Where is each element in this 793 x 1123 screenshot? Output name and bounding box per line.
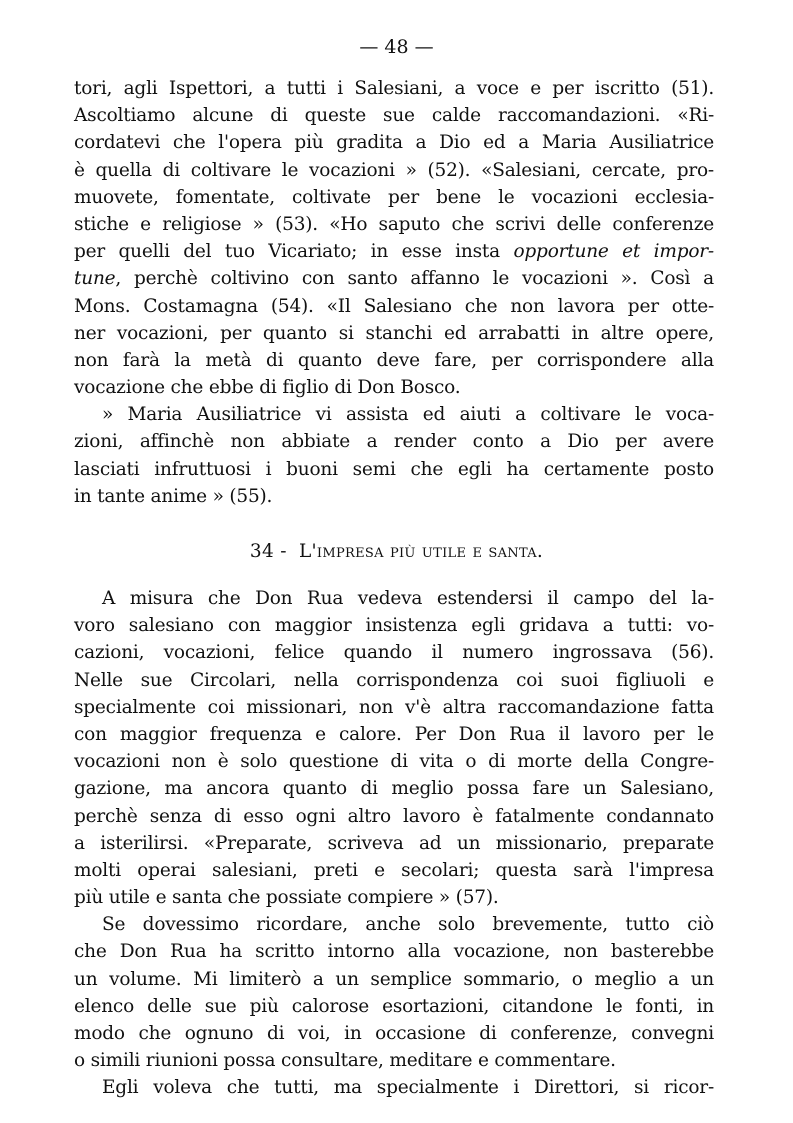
text-line: perchè senza di esso ogni altro lavoro è fatalmente condannato (74, 805, 714, 827)
text-line: in tante anime » (55). (74, 485, 273, 507)
text-line (74, 265, 714, 292)
page-number: — 48 — (359, 36, 434, 58)
text-line: gazione, ma ancora quanto di meglio possa fare un Salesiano, (74, 778, 714, 800)
text-line: Se dovessimo ricordare, anche solo brevemente, tutto ciò (102, 914, 714, 936)
text-line: specialmente coi missionari, non v'è altra raccomandazione fatta (74, 696, 714, 718)
text-line: che Don Rua ha scritto intorno alla vocazione, non basterebbe (74, 941, 714, 963)
top-paragraph (74, 75, 714, 510)
text-line: ner vocazioni, per quanto si stanchi ed arrabatti in altre opere, (74, 322, 714, 344)
text-line: vocazione che ebbe di figlio di Don Bosco. (74, 377, 461, 399)
text-line: non farà la metà di quanto deve fare, per corrispondere alla (74, 349, 714, 371)
text-segment: , perchè coltivino con santo affanno le vocazioni ». Così a (115, 268, 714, 290)
text-line: modo che ognuno di voi, in occasione di conferenze, convegni (74, 1023, 714, 1044)
latin-phrase: tune (74, 268, 116, 290)
text-line: Ascoltiamo alcune di queste sue calde raccomandazioni. «Ri- (74, 105, 714, 127)
text-line: Egli voleva che tutti, ma specialmente i Direttori, si ricor- (102, 1077, 714, 1099)
text-line: cazioni, vocazioni, felice quando il numero ingrossava (56). (74, 642, 714, 664)
text-line: a isterilirsi. «Preparate, scriveva ad un missionario, preparate (74, 832, 714, 854)
text-line: elenco delle sue più calorose esortazioni, citandone le fonti, in (74, 995, 714, 1017)
text-line: vocazioni non è solo questione di vita o di morte della Congre- (74, 751, 714, 773)
text-line: molti operai salesiani, preti e secolari; questa sarà l'impresa (74, 859, 714, 881)
text-line: lasciati infruttuosi i buoni semi che egli ha certamente posto (74, 458, 714, 480)
text-line (74, 238, 714, 265)
text-line: o simili riunioni possa consultare, meditare e commentare. (74, 1050, 616, 1072)
section-title: L'impresa più utile e santa. (298, 541, 544, 562)
text-line: stiche e religiose » (53). «Ho saputo che scrivi delle conferenze (74, 213, 714, 235)
text-line: » Maria Ausiliatrice vi assista ed aiuti a coltivare le voca- (102, 404, 714, 426)
text-line: cordatevi che l'opera più gradita a Dio ed a Maria Ausiliatrice (74, 132, 714, 154)
text-line: tori, agli Ispettori, a tutti i Salesiani, a voce e per iscritto (51). (74, 78, 714, 99)
text-line: zioni, affinchè non abbiate a render conto a Dio per avere (74, 431, 714, 453)
text-line: Nelle sue Circolari, nella corrispondenza coi suoi figliuoli e (74, 669, 714, 691)
text-line: voro salesiano con maggior insistenza egli gridava a tutti: vo- (74, 615, 714, 637)
text-line: più utile e santa che possiate compiere » (57). (74, 887, 499, 909)
text-line: un volume. Mi limiterò a un semplice sommario, o meglio a un (74, 968, 714, 990)
section-body (74, 585, 714, 1102)
latin-phrase: opportune et impor- (513, 241, 714, 263)
text-line: Mons. Costamagna (54). «Il Salesiano che non lavora per otte- (74, 295, 714, 317)
text-line: con maggior frequenza e calore. Per Don Rua il lavoro per le (74, 723, 714, 745)
text-line: muovete, fomentate, coltivate per bene le vocazioni ecclesia- (74, 186, 714, 208)
section-heading (0, 541, 793, 562)
text-line: è quella di coltivare le vocazioni » (52). «Salesiani, cercate, pro- (74, 159, 714, 181)
text-segment: per quelli del tuo Vicariato; in esse insta (74, 241, 514, 263)
section-number: 34 - (249, 541, 287, 562)
text-line: A misura che Don Rua vedeva estendersi il campo del la- (102, 588, 714, 609)
